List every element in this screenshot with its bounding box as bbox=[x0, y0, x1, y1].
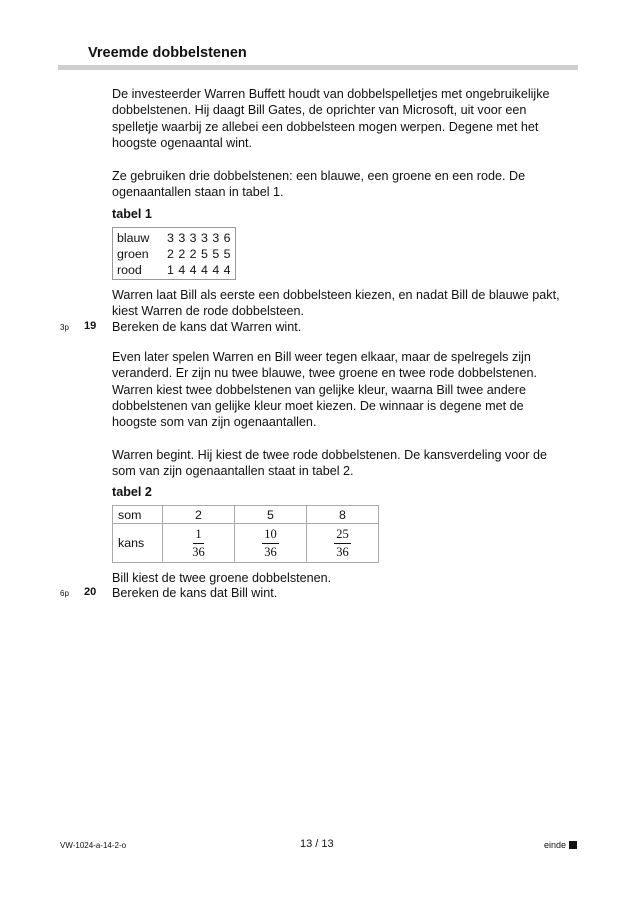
intro-paragraph-1: De investeerder Warren Buffett houdt van dobbelspelletjes met ongebruikelijke dobbelstenen. Hij daagt Bill Gates, de oprichter van Microsoft, uit voor een spelletje waarbij ze allebei een dobbelsteen mogen werpen. Degene met het hoogste ogenaantal wint. bbox=[112, 87, 550, 150]
question-19-text: Bereken de kans dat Warren wint. bbox=[112, 320, 302, 334]
end-square-icon bbox=[569, 841, 577, 849]
question-20-number: 20 bbox=[84, 586, 97, 598]
denominator: 36 bbox=[192, 545, 205, 559]
question-19-intro: Warren laat Bill als eerste een dobbelsteen kiezen, en nadat Bill de blauwe pakt, kiest Warren de rode dobbelsteen. bbox=[112, 288, 560, 319]
sum-cell: 5 bbox=[235, 506, 307, 524]
die-values: 3 3 3 3 3 6 bbox=[167, 231, 232, 245]
intro-paragraph-2: Ze gebruiken drie dobbelstenen: een blauwe, een groene en een rode. De ogenaantallen staan in tabel 1. bbox=[112, 169, 526, 200]
question-20-points: 6p bbox=[60, 589, 69, 598]
table-1 bbox=[112, 227, 236, 280]
page-number: 13 / 13 bbox=[300, 838, 334, 850]
probability-cell bbox=[235, 524, 307, 563]
probability-cell bbox=[163, 524, 235, 563]
probability-header: kans bbox=[113, 524, 163, 563]
end-label: einde bbox=[544, 840, 567, 850]
part2-paragraph-1: Even later spelen Warren en Bill weer tegen elkaar, maar de spelregels zijn veranderd. Er zijn nu twee blauwe, twee groene en twee rode dobbelstenen. Warren kiest twee dobbelstenen van gelijke kleur, waarna Bill twee andere dobbelstenen van gelijke kleur moet kiezen. De winnaar is degene met de hoogste som van zijn ogenaantallen. bbox=[112, 350, 537, 430]
numerator: 10 bbox=[262, 528, 279, 544]
sum-cell: 8 bbox=[307, 506, 379, 524]
table-1-row bbox=[117, 246, 231, 262]
denominator: 36 bbox=[264, 545, 277, 559]
sum-header: som bbox=[113, 506, 163, 524]
table-2-probability-row bbox=[113, 524, 379, 563]
question-20-text: Bereken de kans dat Bill wint. bbox=[112, 586, 278, 600]
table-1-label: tabel 1 bbox=[112, 207, 152, 221]
table-2-label: tabel 2 bbox=[112, 485, 152, 499]
exam-code: VW-1024-a-14-2-o bbox=[60, 841, 127, 850]
die-name: groen bbox=[117, 247, 149, 261]
table-1-row bbox=[117, 230, 231, 246]
table-2-sum-row bbox=[113, 506, 379, 524]
die-values: 2 2 2 5 5 5 bbox=[167, 247, 232, 261]
die-name: blauw bbox=[117, 231, 150, 245]
fraction bbox=[334, 528, 351, 559]
question-19-points: 3p bbox=[60, 323, 69, 332]
denominator: 36 bbox=[336, 545, 349, 559]
section-title: Vreemde dobbelstenen bbox=[88, 45, 247, 61]
fraction bbox=[262, 528, 279, 559]
question-19-number: 19 bbox=[84, 320, 97, 332]
sum-cell: 2 bbox=[163, 506, 235, 524]
numerator: 25 bbox=[334, 528, 351, 544]
end-marker bbox=[544, 840, 577, 850]
die-name: rood bbox=[117, 263, 142, 277]
numerator: 1 bbox=[193, 528, 203, 544]
question-20-intro: Bill kiest de twee groene dobbelstenen. bbox=[112, 571, 332, 585]
probability-cell bbox=[307, 524, 379, 563]
title-underline bbox=[58, 65, 578, 70]
die-values: 1 4 4 4 4 4 bbox=[167, 263, 232, 277]
fraction bbox=[192, 528, 205, 559]
table-1-row bbox=[117, 262, 231, 278]
part2-paragraph-2: Warren begint. Hij kiest de twee rode dobbelstenen. De kansverdeling voor de som van zijn ogenaantallen staat in tabel 2. bbox=[112, 448, 547, 479]
table-2 bbox=[112, 505, 379, 563]
